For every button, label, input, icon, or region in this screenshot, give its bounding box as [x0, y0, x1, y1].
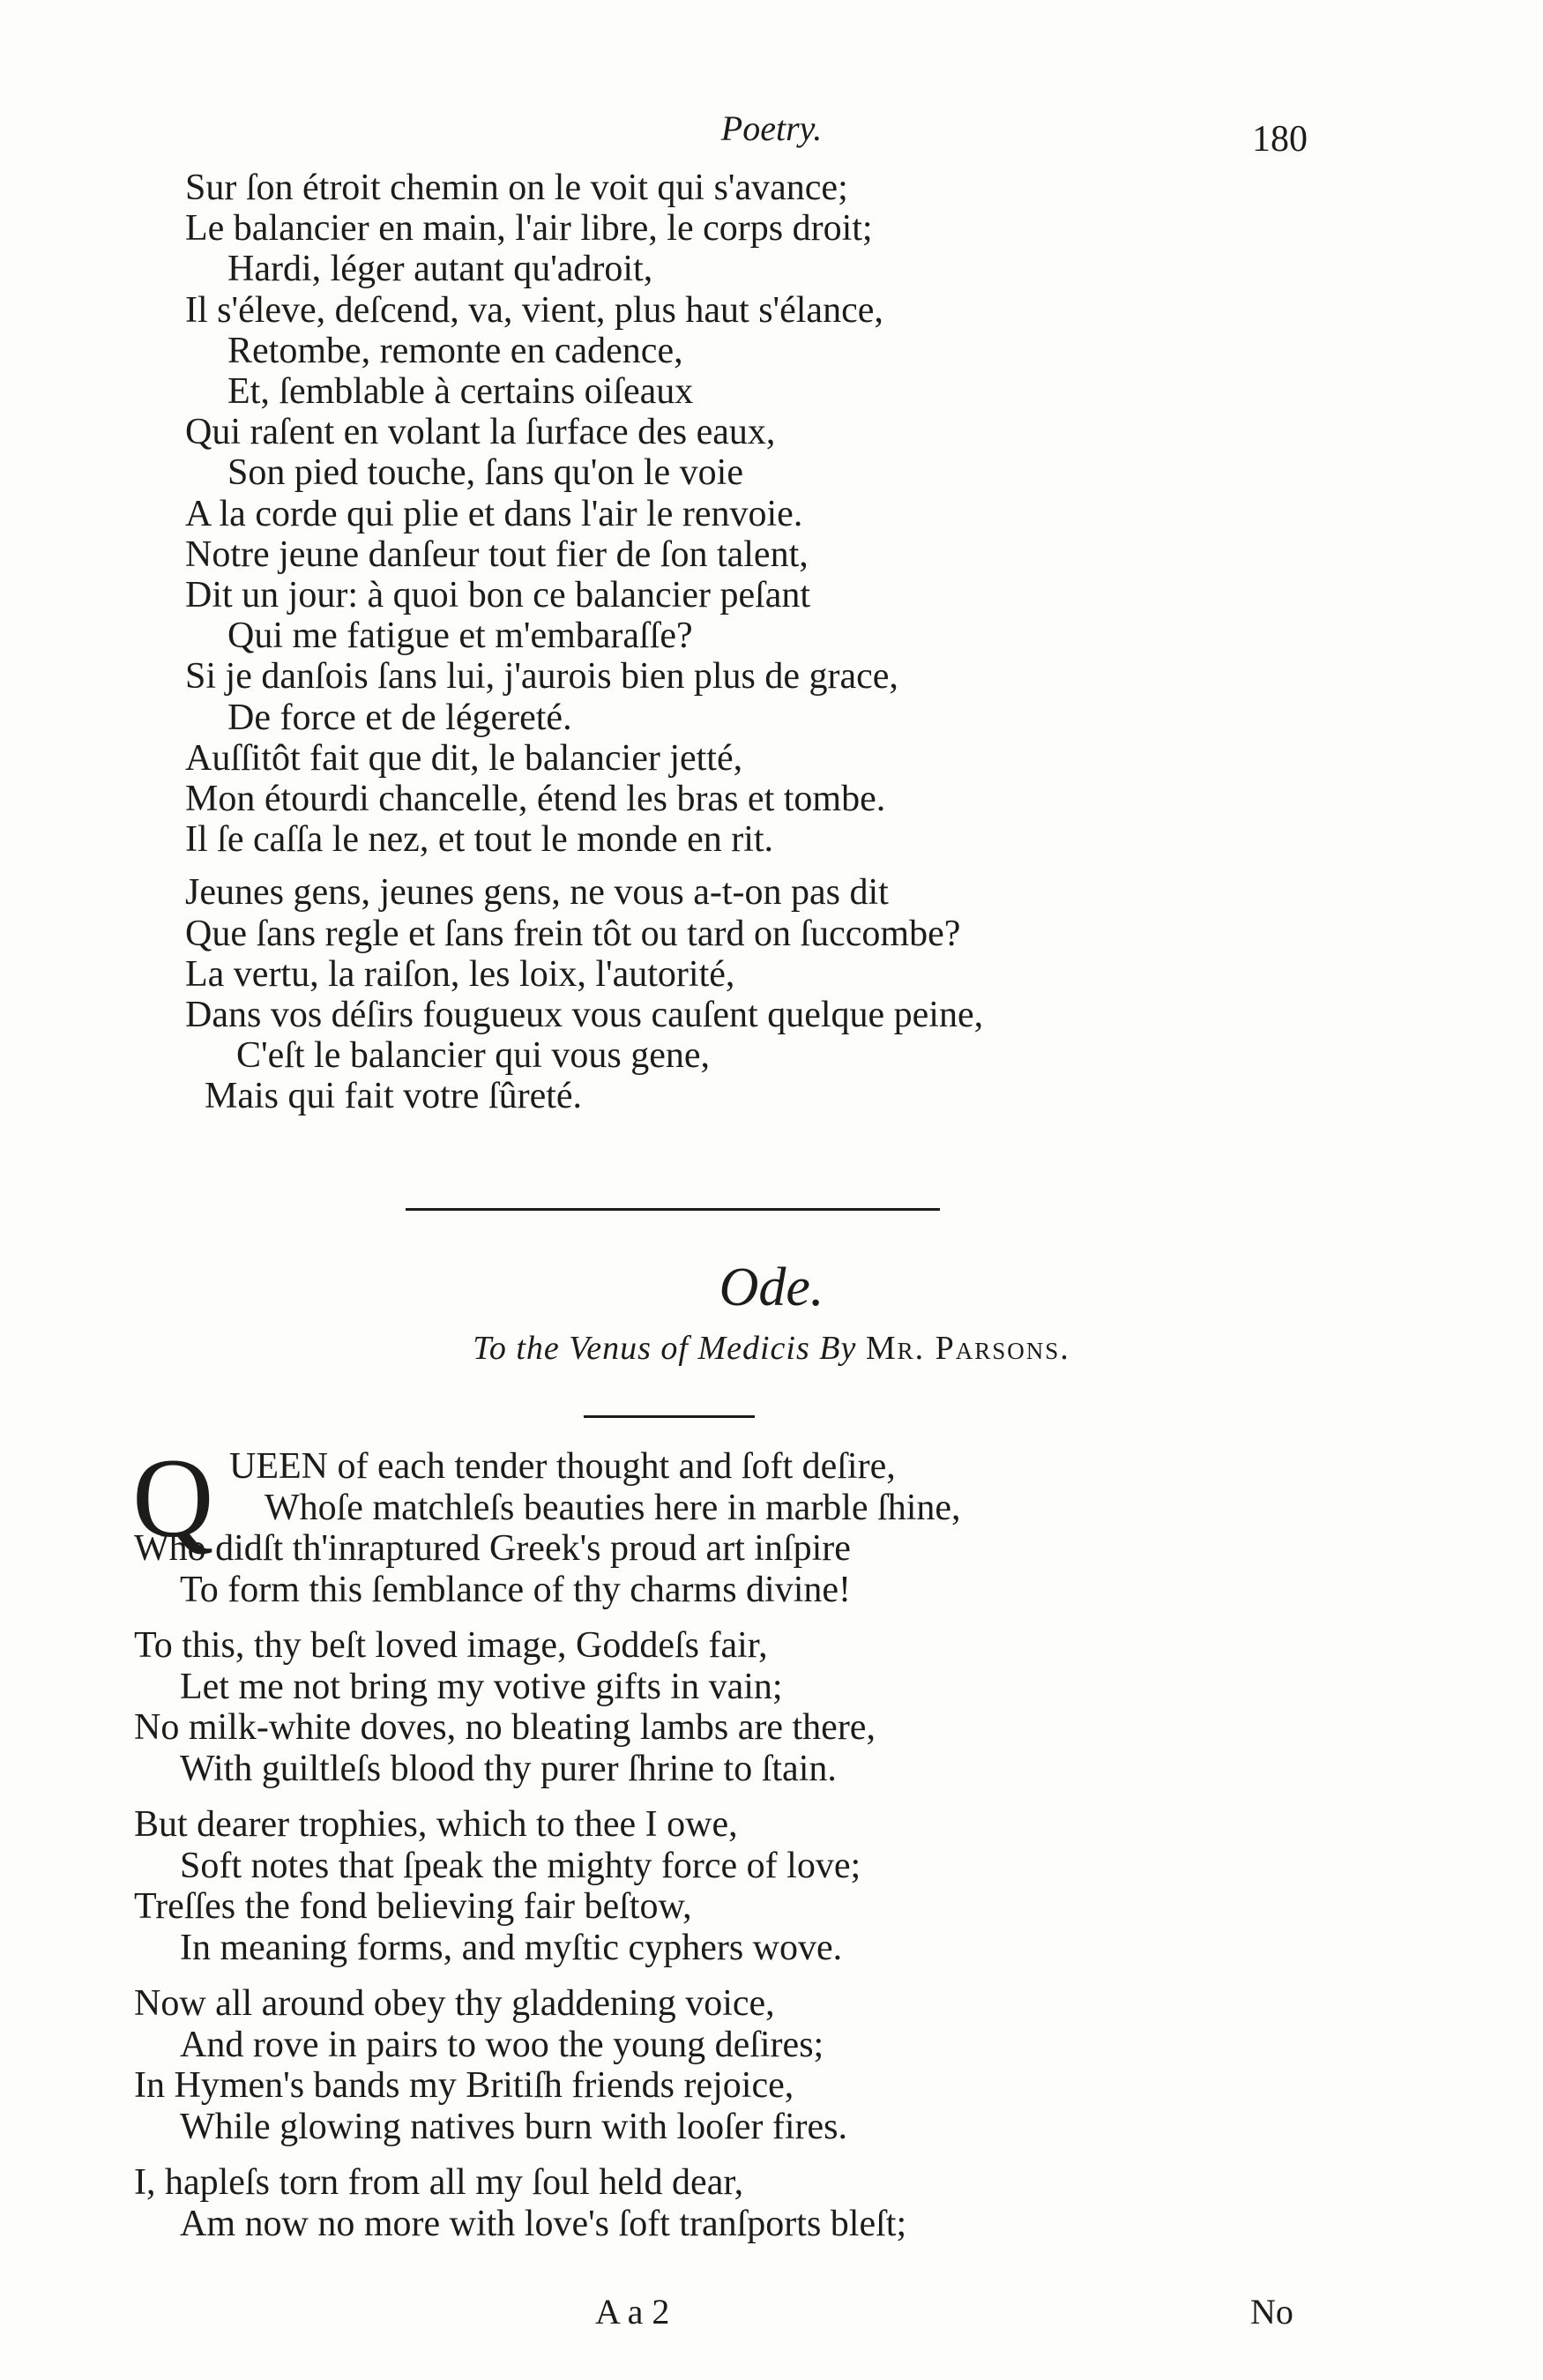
catchword: No [1250, 2292, 1293, 2332]
verse-line: Qui me fatigue et m'embaraſſe? [227, 616, 693, 657]
section-subtitle [0, 1329, 1543, 1368]
drop-cap: Q [132, 1436, 214, 1561]
signature-mark: A a 2 [595, 2292, 670, 2332]
verse-line: Dans vos déſirs fougueux vous cauſent quelque peine, [185, 995, 984, 1036]
stanza [185, 872, 983, 1116]
verse-line: Who didſt th'inraptured Greek's proud art inſpire [134, 1528, 851, 1569]
verse-line: Il s'éleve, deſcend, va, vient, plus haut s'élance, [185, 289, 883, 331]
verse-line: Whoſe matchleſs beauties here in marble ſhine, [265, 1487, 961, 1528]
verse-line: Mais qui fait votre ſûreté. [205, 1076, 583, 1117]
verse-line: Let me not bring my votive gifts in vain; [180, 1666, 783, 1707]
stanza [134, 1983, 961, 2147]
poem-ode [134, 1446, 961, 2244]
section-title: Ode. [719, 1257, 824, 1317]
verse-line: Dit un jour: à quoi bon ce balancier peſant [185, 575, 811, 616]
section-divider-rule [406, 1208, 940, 1211]
verse-line: UEEN of each tender thought and ſoft deſire, [229, 1446, 896, 1487]
verse-line: A la corde qui plie et dans l'air le renvoie. [185, 493, 803, 534]
stanza [134, 1625, 961, 1789]
verse-line: Si je danſois ſans lui, j'aurois bien plus de grace, [185, 656, 898, 698]
verse-line: Auſſitôt fait que dit, le balancier jetté, [185, 737, 743, 779]
stanza-gap [134, 1968, 961, 1983]
subtitle-prefix: To the Venus of Medicis By [473, 1330, 857, 1367]
verse-line: Notre jeune danſeur tout fier de ſon talent, [185, 533, 809, 575]
stanza-gap [134, 1610, 961, 1625]
verse-line: Mon étourdi chancelle, étend les bras et tombe. [185, 779, 886, 820]
verse-line: To this, thy beſt loved image, Goddeſs fair, [134, 1625, 768, 1666]
verse-line: With guiltleſs blood thy purer ſhrine to ſtain. [180, 1748, 837, 1789]
stanza [134, 2162, 961, 2244]
verse-line: But dearer trophies, which to thee I owe, [134, 1804, 738, 1845]
verse-line: I, hapleſs torn from all my ſoul held dear, [134, 2162, 744, 2203]
verse-line: No milk-white doves, no bleating lambs are there, [134, 1707, 876, 1748]
stanza [134, 1804, 961, 1968]
running-head: Poetry. [720, 108, 823, 148]
verse-line: Now all around obey thy gladdening voice, [134, 1983, 775, 2024]
stanza-gap [134, 2147, 961, 2162]
verse-line: Et, ſemblable à certains oiſeaux [227, 371, 694, 413]
verse-line: Retombe, remonte en cadence, [227, 330, 683, 371]
verse-line: Jeunes gens, jeunes gens, ne vous a-t-on pas dit [185, 872, 889, 914]
stanza [134, 1446, 961, 1610]
verse-line: While glowing natives burn with looſer fires. [180, 2106, 848, 2147]
stanza [185, 168, 983, 860]
verse-line: Soft notes that ſpeak the mighty force of love; [180, 1845, 861, 1886]
verse-line: Le balancier en main, l'air libre, le corps droit; [185, 208, 873, 250]
author-name: Mr. Parsons. [865, 1330, 1070, 1367]
verse-line: And rove in pairs to woo the young deſires; [180, 2024, 824, 2065]
verse-line: Hardi, léger autant qu'adroit, [227, 249, 653, 290]
verse-line: To form this ſemblance of thy charms divine! [180, 1569, 852, 1610]
title-underline-rule [584, 1415, 755, 1418]
verse-line: Il ſe caſſa le nez, et tout le monde en rit. [185, 819, 774, 861]
verse-line: Qui raſent en volant la ſurface des eaux, [185, 412, 776, 453]
verse-line: Sur ſon étroit chemin on le voit qui s'avance; [185, 168, 848, 208]
verse-line: Am now no more with love's ſoft tranſports bleſt; [180, 2203, 907, 2244]
verse-line: C'eſt le balancier qui vous gene, [236, 1035, 711, 1077]
verse-line: Treſſes the fond believing fair beſtow, [134, 1886, 692, 1927]
verse-line: Son pied touche, ſans qu'on le voie [227, 452, 743, 494]
verse-line: In Hymen's bands my Britiſh friends rejoice, [134, 2065, 794, 2106]
verse-line: Que ſans regle et ſans frein tôt ou tard on ſuccombe? [185, 913, 961, 954]
verse-line: De force et de légereté. [227, 697, 572, 738]
page-number: 180 [1252, 119, 1308, 160]
stanza-gap [185, 860, 983, 872]
verse-line: La vertu, la raiſon, les loix, l'autorité, [185, 953, 735, 995]
verse-line: In meaning forms, and myſtic cyphers wove. [180, 1927, 843, 1968]
poem-french [185, 168, 983, 1117]
stanza-gap [134, 1789, 961, 1804]
